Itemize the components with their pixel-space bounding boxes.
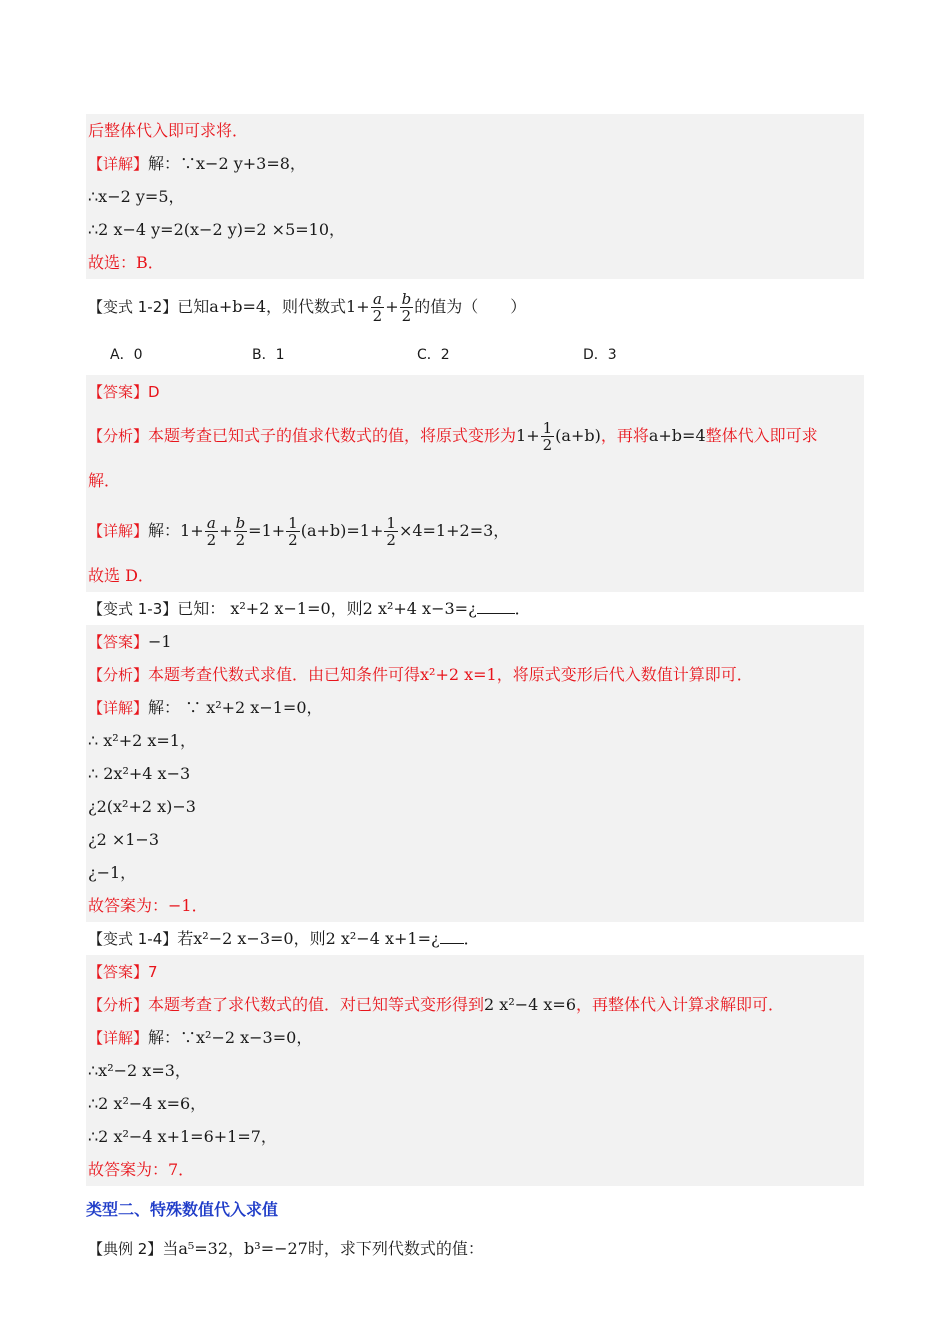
answer-blank[interactable]	[477, 595, 515, 614]
solution-block-1-4: 【答案】7 【分析】本题考查了求代数式的值．对已知等式变形得到2 x²−4 x=6，再整体代入计算求解即可． 【详解】解：∵x²−2 x−3=0， ∴x²−2 x=3， ∴2 x²−4 x=6， ∴2 x²−4 x+1=6+1=7， 故答案为：7．	[86, 955, 864, 1186]
fraction-b-over-2: $\frac{b}{2}$	[401, 290, 412, 325]
solution-step: ∴x−2 y=5，	[88, 187, 185, 206]
section-heading: 类型二、特殊数值代入求值	[86, 1200, 279, 1219]
fraction: $\frac{a}{2}$	[206, 514, 217, 549]
solution-step: ∴2 x−4 y=2(x−2 y)=2 ×5=10，	[88, 220, 346, 239]
answer-tag: 【答案】	[88, 383, 149, 401]
solution-line: 后整体代入即可求将．	[88, 121, 249, 140]
fraction-one-half: $\frac{1}{2}$	[542, 419, 553, 454]
fraction-a-over-2: $\frac{a}{2}$	[372, 290, 383, 325]
answer-value: D	[148, 383, 160, 401]
solution-step: ∴2 x²−4 x=6，	[88, 1094, 207, 1113]
detail-tag: 【详解】	[88, 155, 149, 173]
analysis-tag: 【分析】	[88, 427, 149, 445]
solution-step: ∴ 2x²+4 x−3	[88, 764, 191, 783]
detail-text: 解： ∵ x²+2 x−1=0，	[148, 698, 323, 717]
solution-conclusion: 故选 D．	[88, 566, 154, 585]
question-text-a: 已知a+b=4，则代数式1+	[177, 297, 370, 316]
solution-step: ∴ x²+2 x=1，	[88, 731, 196, 750]
option-b[interactable]: B．1	[252, 347, 285, 363]
solution-block-1-3	[86, 625, 864, 922]
option-a[interactable]: A．0	[110, 347, 143, 363]
question-1-2: 【变式 1-2】已知a+b=4，则代数式1+ $\frac{a}{2}$ + $\frac{b}{2}$ 的值为（ ）	[88, 290, 527, 325]
solution-step: ¿2 ×1−3	[88, 830, 160, 849]
detail-text: 解：∵x−2 y+3=8，	[148, 154, 306, 173]
question-label: 【变式 1-4】	[88, 930, 178, 948]
options-row	[86, 335, 864, 375]
question-1-3: 【变式 1-3】已知： x²+2 x−1=0，则2 x²+4 x−3=¿ ．	[86, 592, 864, 625]
solution-step: ∴2 x²−4 x+1=6+1=7，	[88, 1127, 277, 1146]
answer-blank[interactable]	[440, 925, 464, 944]
fraction: $\frac{1}{2}$	[386, 514, 396, 549]
solution-step: ¿2(x²+2 x)−3	[88, 797, 196, 816]
analysis-text: 本题考查了求代数式的值．对已知等式变形得到	[148, 995, 485, 1014]
answer-tag: 【答案】	[88, 633, 149, 651]
analysis-text: 本题考查代数式求值．由已知条件可得x²+2 x=1，将原式变形后代入数值计算即可．	[148, 665, 753, 684]
question-1-4: 【变式 1-4】若x²−2 x−3=0，则2 x²−4 x+1=¿ ．	[86, 922, 864, 955]
detail-text: 解：∵x²−2 x−3=0，	[148, 1028, 313, 1047]
option-c[interactable]: C．2	[417, 347, 450, 363]
analysis-continued: 解．	[88, 471, 121, 490]
example-2	[86, 1232, 864, 1265]
example-label: 【典例 2】	[88, 1240, 163, 1258]
solution-step: ¿−1，	[88, 863, 137, 882]
analysis-text: 本题考查已知式子的值求代数式的值，将原式变形为	[148, 426, 517, 445]
solution-block-1-1	[86, 114, 864, 279]
question-text: 若x²−2 x−3=0，则2 x²−4 x+1=¿	[177, 929, 440, 948]
detail-tag: 【详解】	[88, 1029, 149, 1047]
solution-step: ∴x²−2 x=3，	[88, 1061, 191, 1080]
analysis-tag: 【分析】	[88, 666, 149, 684]
question-label: 【变式 1-3】	[88, 600, 178, 618]
option-d[interactable]: D．3	[583, 347, 617, 363]
detail-tag: 【详解】	[88, 522, 149, 540]
question-text: 已知： x²+2 x−1=0，则2 x²+4 x−3=¿	[177, 599, 477, 618]
question-text-b: 的值为（ ）	[414, 297, 527, 316]
answer-value: 7	[148, 963, 158, 981]
answer-value: −1	[148, 632, 172, 651]
document-page	[86, 114, 864, 1265]
fraction: $\frac{1}{2}$	[288, 514, 298, 549]
detail-tag: 【详解】	[88, 699, 149, 717]
answer-tag: 【答案】	[88, 963, 149, 981]
solution-block-1-2: 【答案】D 【分析】本题考查已知式子的值求代数式的值，将原式变形为1+ $\frac{1}{2}$ (a+b)，再将a+b=4整体代入即可求 解． 【详解】解：1+ $\frac{a}{2}$ + $\frac{b}{2}$ =1+ $\frac{1}{2}$ (a+b)=1+ $\frac{1}{2}$ ×4=1+2=3， 故选 D．	[86, 375, 864, 592]
solution-conclusion: 故答案为：7．	[88, 1160, 195, 1179]
solution-conclusion: 故答案为：−1．	[88, 896, 208, 915]
solution-conclusion: 故选：B．	[88, 253, 164, 272]
question-label: 【变式 1-2】	[88, 298, 178, 316]
fraction: $\frac{b}{2}$	[235, 514, 246, 549]
example-text: 当a⁵=32，b³=−27时，求下列代数式的值：	[162, 1239, 484, 1258]
analysis-tag: 【分析】	[88, 996, 149, 1014]
